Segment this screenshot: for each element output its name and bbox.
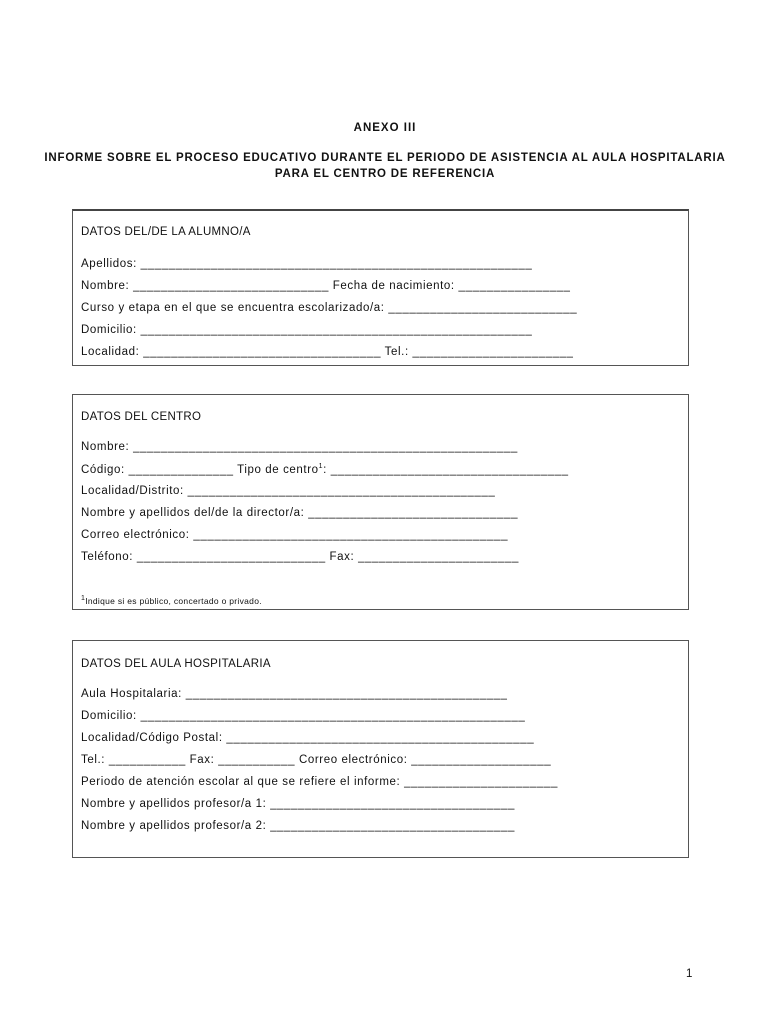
footnote-marker: 1 xyxy=(318,463,324,470)
school-code-label: Código: _______________ Tipo de centro xyxy=(81,463,319,476)
student-surname-field[interactable]: Apellidos: ________________________________________________________ xyxy=(81,258,533,270)
school-email-field[interactable]: Correo electrónico: _____________________________________________ xyxy=(81,529,509,541)
student-course-field[interactable]: Curso y etapa en el que se encuentra escolarizado/a: ___________________________ xyxy=(81,302,578,314)
school-director-field[interactable]: Nombre y apellidos del/de la director/a: ______________________________ xyxy=(81,507,519,519)
student-address-field[interactable]: Domicilio: ________________________________________________________ xyxy=(81,324,533,336)
school-locality-field[interactable]: Localidad/Distrito: ____________________________________________ xyxy=(81,485,496,497)
hospital-classroom-section xyxy=(72,640,689,858)
school-data-section xyxy=(72,394,689,610)
footnote-text: Indique si es público, concertado o privado. xyxy=(85,595,262,606)
teacher-2-field[interactable]: Nombre y apellidos profesor/a 2: ___________________________________ xyxy=(81,820,516,832)
school-phone-fax-field[interactable]: Teléfono: ___________________________ Fax: _______________________ xyxy=(81,551,520,563)
hospital-address-field[interactable]: Domicilio: _______________________________________________________ xyxy=(81,710,526,722)
school-code-type-field[interactable] xyxy=(81,463,671,476)
student-locality-phone-field[interactable]: Localidad: __________________________________ Tel.: _______________________ xyxy=(81,346,574,358)
document-subtitle: INFORME SOBRE EL PROCESO EDUCATIVO DURANTE EL PERIODO DE ASISTENCIA AL AULA HOSPITALARIA PARA EL CENTRO DE REFERENCIA xyxy=(44,152,726,180)
page-number: 1 xyxy=(686,968,693,980)
student-data-section xyxy=(72,209,689,366)
hospital-section-heading: DATOS DEL AULA HOSPITALARIA xyxy=(81,658,271,670)
student-name-birthdate-field[interactable]: Nombre: ____________________________ Fecha de nacimiento: ________________ xyxy=(81,280,571,292)
school-type-blank: : __________________________________ xyxy=(323,463,569,476)
hospital-classroom-field[interactable]: Aula Hospitalaria: ______________________________________________ xyxy=(81,688,508,700)
student-section-heading: DATOS DEL/DE LA ALUMNO/A xyxy=(81,226,251,238)
school-section-heading: DATOS DEL CENTRO xyxy=(81,411,202,423)
school-name-field[interactable]: Nombre: _______________________________________________________ xyxy=(81,441,518,453)
document-title: ANEXO III xyxy=(353,122,417,134)
hospital-locality-postcode-field[interactable]: Localidad/Código Postal: ____________________________________________ xyxy=(81,732,535,744)
teacher-1-field[interactable]: Nombre y apellidos profesor/a 1: ___________________________________ xyxy=(81,798,516,810)
footnote-number: 1 xyxy=(81,595,86,602)
hospital-phone-fax-email-field[interactable]: Tel.: ___________ Fax: ___________ Correo electrónico: ____________________ xyxy=(81,754,552,766)
attention-period-field[interactable]: Periodo de atención escolar al que se refiere el informe: ______________________ xyxy=(81,776,559,788)
footnote xyxy=(81,595,262,606)
